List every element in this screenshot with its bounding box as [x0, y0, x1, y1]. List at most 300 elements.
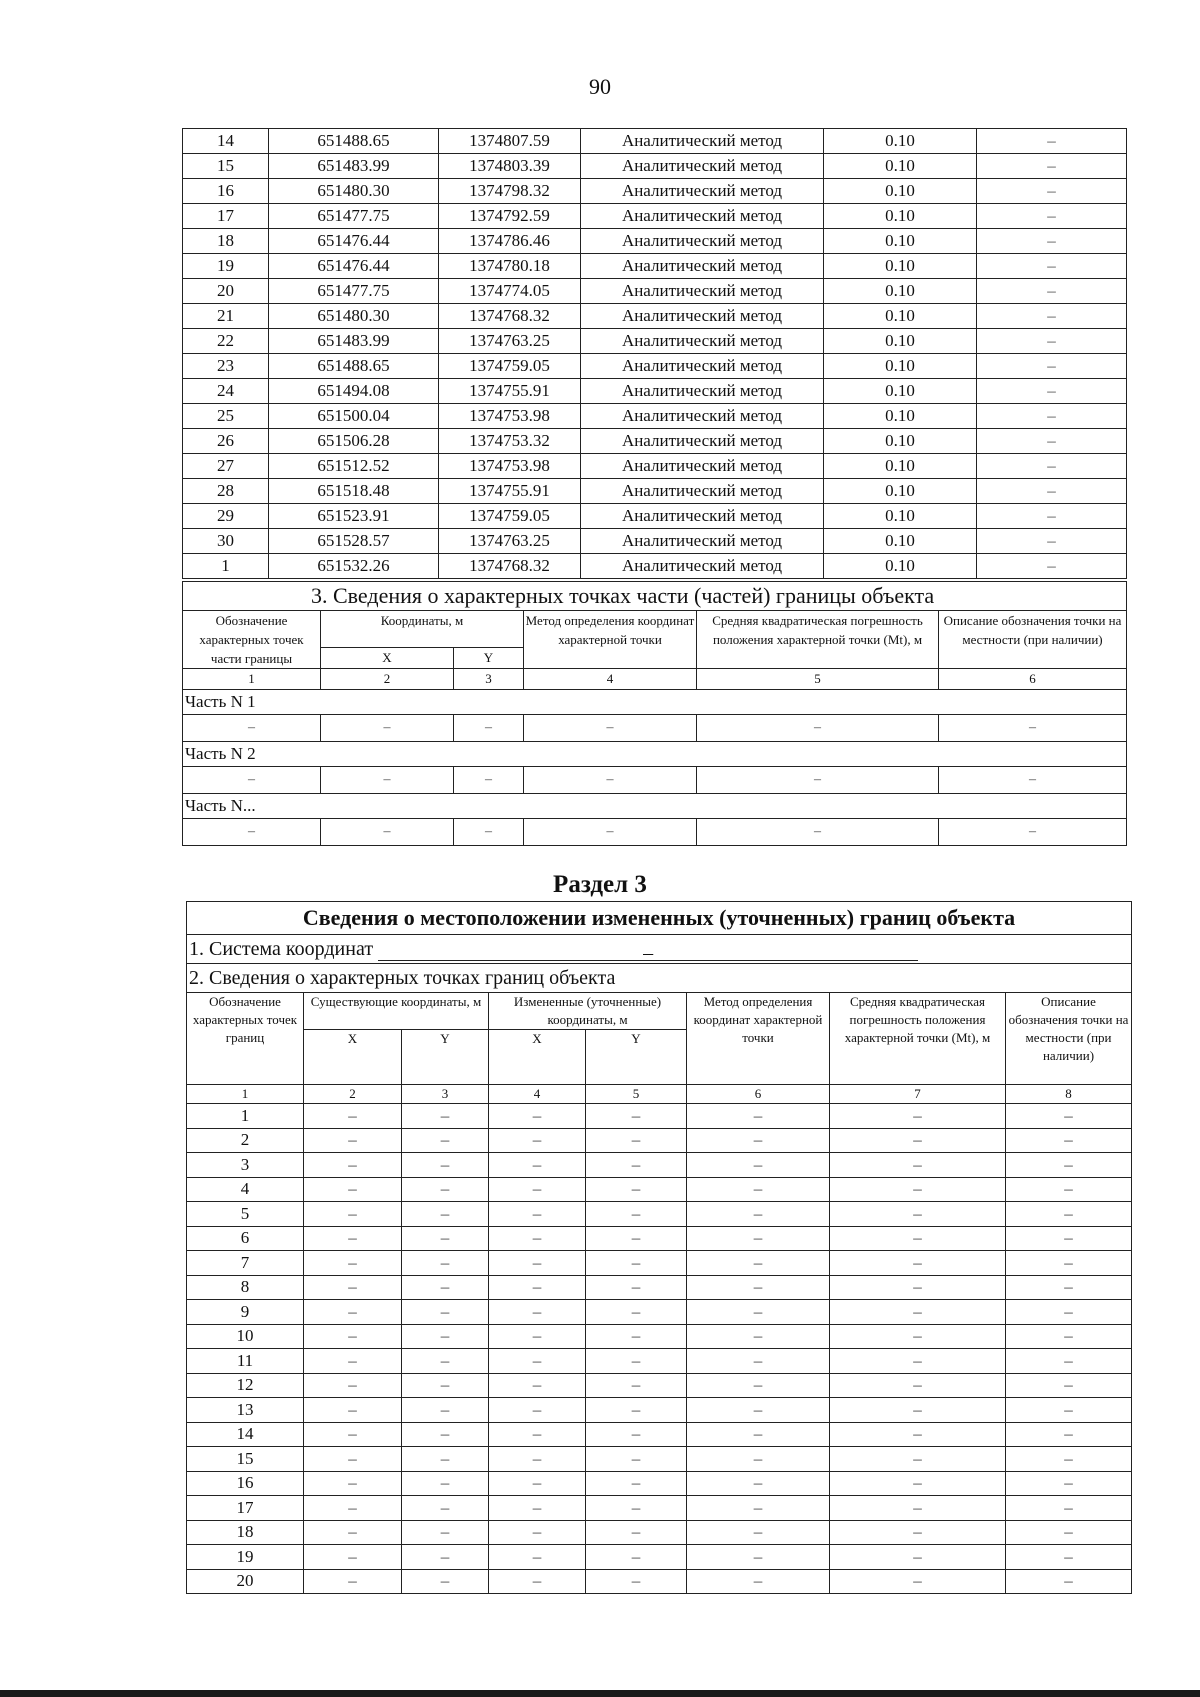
empty-value: –: [586, 1496, 687, 1521]
point-number: 18: [187, 1520, 304, 1545]
part-label: Часть N 2: [183, 742, 1127, 767]
table-row: [183, 354, 1127, 379]
empty-value: –: [402, 1398, 489, 1423]
method: Аналитический метод: [581, 354, 824, 379]
coord-y: 1374755.91: [439, 479, 581, 504]
empty-value: –: [1006, 1226, 1132, 1251]
empty-value: –: [402, 1300, 489, 1325]
column-number: 2: [304, 1085, 402, 1104]
empty-value: –: [1006, 1373, 1132, 1398]
empty-value: –: [304, 1128, 402, 1153]
empty-value: –: [402, 1153, 489, 1178]
point-number: 27: [183, 454, 269, 479]
empty-value: –: [489, 1128, 586, 1153]
method: Аналитический метод: [581, 404, 824, 429]
empty-value: –: [304, 1520, 402, 1545]
method: Аналитический метод: [581, 179, 824, 204]
method: Аналитический метод: [581, 154, 824, 179]
empty-value: –: [402, 1545, 489, 1570]
column-number: 6: [939, 669, 1127, 690]
point-number: 25: [183, 404, 269, 429]
part-value: –: [454, 715, 524, 742]
coord-y: 1374768.32: [439, 554, 581, 579]
empty-value: –: [1006, 1496, 1132, 1521]
coord-x: 651483.99: [269, 154, 439, 179]
table-row: [183, 554, 1127, 579]
empty-value: –: [402, 1251, 489, 1276]
method: Аналитический метод: [581, 254, 824, 279]
error: 0.10: [824, 504, 977, 529]
method: Аналитический метод: [581, 479, 824, 504]
part-value: –: [524, 819, 697, 846]
empty-value: –: [1006, 1104, 1132, 1129]
empty-value: –: [489, 1177, 586, 1202]
point-number: 19: [187, 1545, 304, 1570]
empty-value: –: [687, 1349, 830, 1374]
empty-value: –: [830, 1226, 1006, 1251]
part-label-row: [183, 794, 1127, 819]
coord-y: 1374807.59: [439, 129, 581, 154]
description: –: [977, 354, 1127, 379]
empty-value: –: [402, 1226, 489, 1251]
table-row: [183, 504, 1127, 529]
empty-value: –: [304, 1275, 402, 1300]
point-number: 6: [187, 1226, 304, 1251]
points-title: 2. Сведения о характерных точках границ объекта: [187, 964, 1132, 993]
coord-x: 651480.30: [269, 304, 439, 329]
description: –: [977, 204, 1127, 229]
parts-section-title: 3. Сведения о характерных точках части (частей) границы объекта: [183, 582, 1127, 611]
empty-value: –: [489, 1447, 586, 1472]
method: Аналитический метод: [581, 429, 824, 454]
empty-value: –: [1006, 1471, 1132, 1496]
header-designation: Обозначение характерных точек части границы: [183, 611, 321, 669]
table-row: [183, 179, 1127, 204]
empty-value: –: [489, 1202, 586, 1227]
column-number: 4: [524, 669, 697, 690]
coord-x: 651480.30: [269, 179, 439, 204]
empty-value: –: [402, 1496, 489, 1521]
parts-table: [182, 581, 1127, 846]
empty-value: –: [830, 1202, 1006, 1227]
point-number: 21: [183, 304, 269, 329]
header-y: Y: [454, 648, 524, 669]
column-number: 8: [1006, 1085, 1132, 1104]
point-number: 2: [187, 1128, 304, 1153]
empty-value: –: [687, 1373, 830, 1398]
description: –: [977, 554, 1127, 579]
table-row: [187, 1275, 1132, 1300]
coord-x: 651483.99: [269, 329, 439, 354]
method: Аналитический метод: [581, 454, 824, 479]
empty-value: –: [830, 1104, 1006, 1129]
part-value: –: [454, 767, 524, 794]
empty-value: –: [586, 1398, 687, 1423]
empty-value: –: [489, 1275, 586, 1300]
empty-value: –: [1006, 1202, 1132, 1227]
empty-value: –: [586, 1153, 687, 1178]
empty-value: –: [586, 1104, 687, 1129]
table-row: [187, 1300, 1132, 1325]
empty-value: –: [402, 1104, 489, 1129]
table-row: [183, 279, 1127, 304]
error: 0.10: [824, 254, 977, 279]
point-number: 7: [187, 1251, 304, 1276]
empty-value: –: [1006, 1153, 1132, 1178]
header-method: Метод определения координат характерной точки: [524, 611, 697, 669]
error: 0.10: [824, 379, 977, 404]
empty-value: –: [1006, 1251, 1132, 1276]
error: 0.10: [824, 454, 977, 479]
table-row: [187, 1128, 1132, 1153]
empty-value: –: [304, 1349, 402, 1374]
empty-value: –: [304, 1447, 402, 1472]
empty-value: –: [586, 1569, 687, 1594]
coord-x: 651500.04: [269, 404, 439, 429]
point-number: 29: [183, 504, 269, 529]
point-number: 1: [183, 554, 269, 579]
empty-value: –: [1006, 1398, 1132, 1423]
table-row: [183, 229, 1127, 254]
section3-title: Сведения о местоположении измененных (уточненных) границ объекта: [187, 902, 1132, 935]
empty-value: –: [586, 1275, 687, 1300]
description: –: [977, 429, 1127, 454]
table-row: [187, 1177, 1132, 1202]
empty-value: –: [830, 1128, 1006, 1153]
coord-y: 1374768.32: [439, 304, 581, 329]
table-row: [183, 154, 1127, 179]
part-label: Часть N 1: [183, 690, 1127, 715]
point-number: 1: [187, 1104, 304, 1129]
empty-value: –: [586, 1177, 687, 1202]
coord-y: 1374780.18: [439, 254, 581, 279]
table-row: [183, 379, 1127, 404]
table-row: [187, 1202, 1132, 1227]
description: –: [977, 379, 1127, 404]
point-number: 23: [183, 354, 269, 379]
part-value: –: [697, 819, 939, 846]
empty-value: –: [1006, 1569, 1132, 1594]
part-value: –: [697, 715, 939, 742]
empty-value: –: [586, 1520, 687, 1545]
coord-y: 1374803.39: [439, 154, 581, 179]
empty-value: –: [830, 1324, 1006, 1349]
point-number: 14: [187, 1422, 304, 1447]
empty-value: –: [1006, 1177, 1132, 1202]
point-number: 20: [183, 279, 269, 304]
empty-value: –: [489, 1545, 586, 1570]
method: Аналитический метод: [581, 554, 824, 579]
empty-value: –: [1006, 1128, 1132, 1153]
header-designation: Обозначение характерных точек границ: [187, 993, 304, 1085]
empty-value: –: [586, 1545, 687, 1570]
coord-y: 1374753.32: [439, 429, 581, 454]
table-row: [183, 129, 1127, 154]
description: –: [977, 304, 1127, 329]
empty-value: –: [687, 1226, 830, 1251]
empty-value: –: [1006, 1447, 1132, 1472]
empty-value: –: [687, 1422, 830, 1447]
empty-value: –: [304, 1226, 402, 1251]
point-number: 8: [187, 1275, 304, 1300]
coord-x: 651477.75: [269, 279, 439, 304]
column-number: 4: [489, 1085, 586, 1104]
table-row: [187, 1226, 1132, 1251]
empty-value: –: [1006, 1520, 1132, 1545]
table-row: [183, 304, 1127, 329]
empty-value: –: [1006, 1545, 1132, 1570]
coord-x: 651512.52: [269, 454, 439, 479]
empty-value: –: [687, 1569, 830, 1594]
empty-value: –: [402, 1373, 489, 1398]
empty-value: –: [304, 1324, 402, 1349]
empty-value: –: [687, 1251, 830, 1276]
method: Аналитический метод: [581, 304, 824, 329]
part-value: –: [321, 715, 454, 742]
point-number: 10: [187, 1324, 304, 1349]
empty-value: –: [830, 1300, 1006, 1325]
table-row: [183, 454, 1127, 479]
section3-table: [186, 901, 1132, 1594]
section-heading: Раздел 3: [553, 871, 647, 898]
empty-value: –: [687, 1398, 830, 1423]
empty-value: –: [586, 1471, 687, 1496]
error: 0.10: [824, 329, 977, 354]
part-value: –: [321, 819, 454, 846]
table-row: [183, 429, 1127, 454]
empty-value: –: [830, 1496, 1006, 1521]
header-x: X: [321, 648, 454, 669]
point-number: 15: [183, 154, 269, 179]
empty-value: –: [304, 1422, 402, 1447]
empty-value: –: [830, 1398, 1006, 1423]
method: Аналитический метод: [581, 279, 824, 304]
empty-value: –: [304, 1251, 402, 1276]
error: 0.10: [824, 229, 977, 254]
method: Аналитический метод: [581, 379, 824, 404]
coord-x: 651532.26: [269, 554, 439, 579]
empty-value: –: [830, 1349, 1006, 1374]
empty-value: –: [586, 1373, 687, 1398]
empty-value: –: [402, 1202, 489, 1227]
coord-y: 1374763.25: [439, 529, 581, 554]
point-number: 28: [183, 479, 269, 504]
table-row: [187, 1569, 1132, 1594]
empty-value: –: [1006, 1300, 1132, 1325]
coord-x: 651506.28: [269, 429, 439, 454]
empty-value: –: [687, 1520, 830, 1545]
empty-value: –: [489, 1569, 586, 1594]
column-number: 6: [687, 1085, 830, 1104]
point-number: 3: [187, 1153, 304, 1178]
table-row: [187, 1373, 1132, 1398]
error: 0.10: [824, 404, 977, 429]
empty-value: –: [687, 1153, 830, 1178]
point-number: 13: [187, 1398, 304, 1423]
error: 0.10: [824, 554, 977, 579]
empty-value: –: [402, 1275, 489, 1300]
header-changed-x: X: [489, 1030, 586, 1085]
part-values-row: [183, 819, 1127, 846]
column-number: 3: [454, 669, 524, 690]
empty-value: –: [586, 1324, 687, 1349]
empty-value: –: [586, 1422, 687, 1447]
empty-value: –: [489, 1324, 586, 1349]
part-value: –: [183, 767, 321, 794]
point-number: 12: [187, 1373, 304, 1398]
empty-value: –: [304, 1496, 402, 1521]
empty-value: –: [489, 1226, 586, 1251]
empty-value: –: [830, 1153, 1006, 1178]
error: 0.10: [824, 354, 977, 379]
empty-value: –: [304, 1202, 402, 1227]
empty-value: –: [687, 1545, 830, 1570]
coord-system-label: 1. Система координат: [189, 937, 374, 960]
empty-value: –: [489, 1398, 586, 1423]
coord-y: 1374786.46: [439, 229, 581, 254]
method: Аналитический метод: [581, 329, 824, 354]
description: –: [977, 129, 1127, 154]
point-number: 26: [183, 429, 269, 454]
point-number: 19: [183, 254, 269, 279]
error: 0.10: [824, 154, 977, 179]
empty-value: –: [402, 1128, 489, 1153]
empty-value: –: [402, 1447, 489, 1472]
method: Аналитический метод: [581, 229, 824, 254]
error: 0.10: [824, 179, 977, 204]
empty-value: –: [830, 1569, 1006, 1594]
header-coords: Координаты, м: [321, 611, 524, 648]
empty-value: –: [687, 1324, 830, 1349]
description: –: [977, 529, 1127, 554]
empty-value: –: [687, 1496, 830, 1521]
table-row: [183, 404, 1127, 429]
empty-value: –: [687, 1471, 830, 1496]
column-number: 1: [183, 669, 321, 690]
column-number: 3: [402, 1085, 489, 1104]
empty-value: –: [830, 1275, 1006, 1300]
page-bottom-edge: [0, 1690, 1200, 1697]
empty-value: –: [687, 1128, 830, 1153]
empty-value: –: [489, 1153, 586, 1178]
part-values-row: [183, 715, 1127, 742]
header-error: Средняя квадратическая погрешность положения характерной точки (Mt), м: [830, 993, 1006, 1085]
point-number: 30: [183, 529, 269, 554]
error: 0.10: [824, 479, 977, 504]
description: –: [977, 504, 1127, 529]
error: 0.10: [824, 529, 977, 554]
table-row: [183, 204, 1127, 229]
empty-value: –: [687, 1447, 830, 1472]
description: –: [977, 479, 1127, 504]
header-existing-y: Y: [402, 1030, 489, 1085]
empty-value: –: [586, 1349, 687, 1374]
empty-value: –: [402, 1520, 489, 1545]
table-row: [183, 529, 1127, 554]
empty-value: –: [489, 1349, 586, 1374]
empty-value: –: [687, 1300, 830, 1325]
header-error: Средняя квадратическая погрешность положения характерной точки (Mt), м: [697, 611, 939, 669]
coordinates-table: [182, 128, 1127, 579]
empty-value: –: [402, 1422, 489, 1447]
part-value: –: [939, 767, 1127, 794]
description: –: [977, 454, 1127, 479]
empty-value: –: [489, 1104, 586, 1129]
empty-value: –: [402, 1569, 489, 1594]
table-row: [187, 1104, 1132, 1129]
error: 0.10: [824, 429, 977, 454]
empty-value: –: [304, 1300, 402, 1325]
description: –: [977, 179, 1127, 204]
empty-value: –: [830, 1471, 1006, 1496]
empty-value: –: [586, 1300, 687, 1325]
table-row: [187, 1153, 1132, 1178]
coord-x: 651494.08: [269, 379, 439, 404]
coord-y: 1374759.05: [439, 354, 581, 379]
part-value: –: [524, 715, 697, 742]
point-number: 17: [183, 204, 269, 229]
empty-value: –: [402, 1471, 489, 1496]
coord-y: 1374792.59: [439, 204, 581, 229]
description: –: [977, 404, 1127, 429]
coord-x: 651518.48: [269, 479, 439, 504]
point-number: 14: [183, 129, 269, 154]
part-value: –: [939, 715, 1127, 742]
point-number: 24: [183, 379, 269, 404]
coord-x: 651488.65: [269, 354, 439, 379]
part-value: –: [524, 767, 697, 794]
empty-value: –: [304, 1153, 402, 1178]
column-number: 5: [586, 1085, 687, 1104]
error: 0.10: [824, 129, 977, 154]
part-values-row: [183, 767, 1127, 794]
page-number: 90: [589, 74, 611, 99]
empty-value: –: [304, 1177, 402, 1202]
empty-value: –: [304, 1398, 402, 1423]
empty-value: –: [304, 1104, 402, 1129]
point-number: 5: [187, 1202, 304, 1227]
empty-value: –: [687, 1275, 830, 1300]
empty-value: –: [586, 1128, 687, 1153]
empty-value: –: [830, 1422, 1006, 1447]
point-number: 22: [183, 329, 269, 354]
coord-x: 651476.44: [269, 229, 439, 254]
empty-value: –: [402, 1177, 489, 1202]
part-value: –: [454, 819, 524, 846]
table-row: [187, 1251, 1132, 1276]
empty-value: –: [489, 1373, 586, 1398]
coord-x: 651476.44: [269, 254, 439, 279]
empty-value: –: [586, 1251, 687, 1276]
empty-value: –: [402, 1324, 489, 1349]
column-number: 5: [697, 669, 939, 690]
table-row: [183, 329, 1127, 354]
point-number: 15: [187, 1447, 304, 1472]
part-value: –: [183, 819, 321, 846]
empty-value: –: [830, 1251, 1006, 1276]
empty-value: –: [830, 1520, 1006, 1545]
header-description: Описание обозначения точки на местности (при наличии): [1006, 993, 1132, 1085]
description: –: [977, 329, 1127, 354]
header-method: Метод определения координат характерной точки: [687, 993, 830, 1085]
part-value: –: [183, 715, 321, 742]
empty-value: –: [586, 1202, 687, 1227]
coord-y: 1374753.98: [439, 454, 581, 479]
empty-value: –: [402, 1349, 489, 1374]
method: Аналитический метод: [581, 129, 824, 154]
point-number: 4: [187, 1177, 304, 1202]
empty-value: –: [586, 1447, 687, 1472]
